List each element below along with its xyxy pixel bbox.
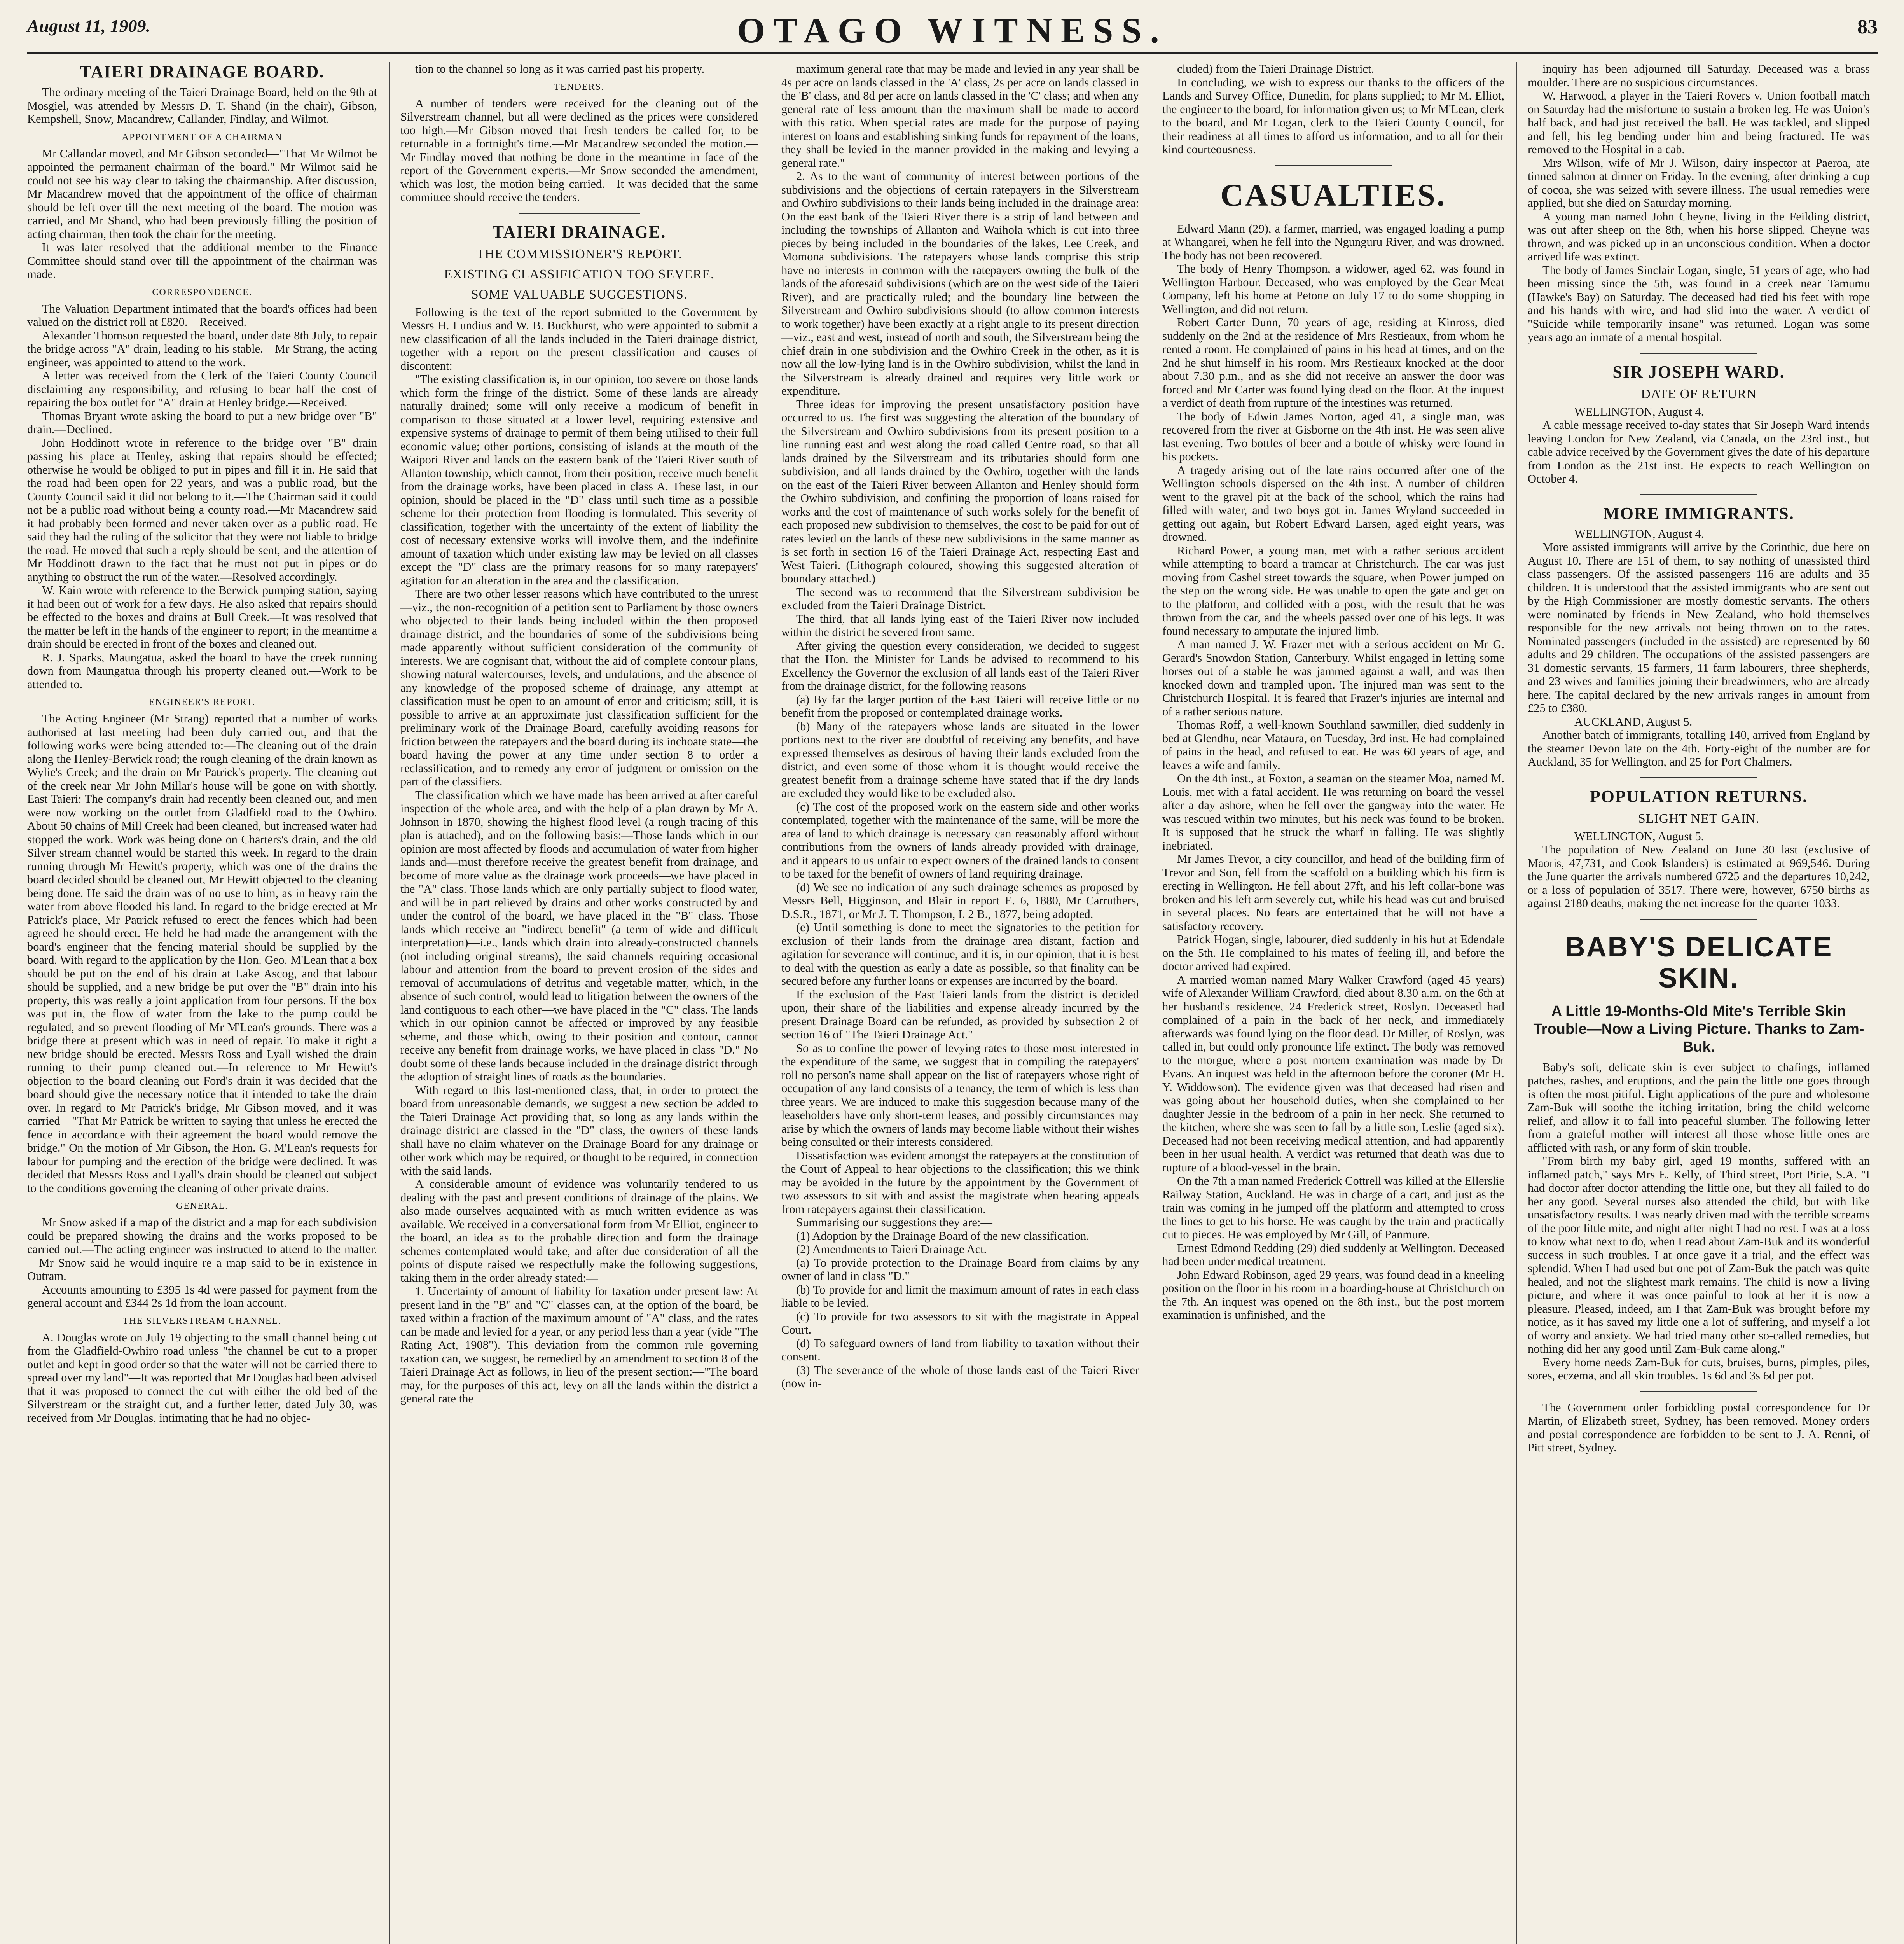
article-paragraph: tion to the channel so long as it was carried past his property. xyxy=(415,62,705,75)
article-paragraph: (1) Adoption by the Drainage Board of the new classification. xyxy=(796,1229,1089,1243)
article-paragraph: (b) To provide for and limit the maximum amount of rates in each class liable to be levied. xyxy=(781,1283,1139,1309)
dateline: WELLINGTON, August 4. xyxy=(1574,527,1704,540)
article-paragraph: (e) Until something is done to meet the signatories to the petition for exclusion of their lands from the drainage area distant, faction and agitation for severance will continue, and it is, in our opinion, that it is best to deal with the question as early a date as possible, so that finality can be secured before any further loans or expenses are incurred by the board. xyxy=(781,921,1139,988)
article-paragraph: The classification which we have made has been arrived at after careful inspection of the whole area, and with the help of a plan drawn by Mr A. Johnson in 1870, showing the highest flood level (a rough tracing of this plan is attached), and on the following basis:—Those lands which in our opinion are most affected by floods and accumulation of water from higher lands and—must therefore receive the greatest benefit from drainage, and become of more value as the drainage work proceeds—we have placed in the "A" class. Those lands which are only partially subject to flood water, and will be in part relieved by drains and other works constructed by and under the control of the board, we have placed in the "B" class. Those lands which receive an "indirect benefit" (a term of wide and difficult interpretation)—i.e., lands which drain into already-constructed channels (not including original streams), the said channels requiring occasional labour and attention from the board to prevent erosion of the sides and removal of accumulations of detritus and vegetable matter, which, in the absence of such control, would lead to litigation between the owners of the land contiguous to each other—we have placed in the "C" class. The lands which in our opinion cannot be affected or improved by any feasible scheme, and those which, owing to their position and contour, cannot receive any benefit from drainage works, we have placed in class "D." No doubt some of these lands because included in the drainage district through the adoption of straight lines of roads as the boundaries. xyxy=(400,788,758,1083)
article-paragraph: Richard Power, a young man, met with a rather serious accident while attempting to board a tramcar at Christchurch. The car was just moving from Cashel street towards the square, when Power jumped on the step on the wrong side. He was unable to open the gate and get on to the platform, and collided with a post, with the result that he was thrown from the car, and the wheels passed over one of his legs. It was found necessary to amputate the injured limb. xyxy=(1162,544,1504,638)
article-paragraph: W. Kain wrote with reference to the Berwick pumping station, saying it had been out of work for a few days. He also asked that repairs should be effected to the boxes and drains at Bull Creek.—It was resolved that the matter be left in the hands of the engineer to report; in the meantime a drain should be erected in front of the boxes and cleaned out. xyxy=(27,584,377,650)
publication-title: OTAGO WITNESS. xyxy=(737,10,1168,50)
article-paragraph: The ordinary meeting of the Taieri Drainage Board, held on the 9th at Mosgiel, was attended by Messrs D. T. Shand (in the chair), Gibson, Kempshell, Snow, Macandrew, Callander, Findlay, and Wilmot. xyxy=(27,86,377,126)
article-subtitle: EXISTING CLASSIFICATION TOO SEVERE. xyxy=(444,267,714,281)
article-paragraph: John Edward Robinson, aged 29 years, was found dead in a kneeling position on the floor in his room in a boarding-house at Christchurch on the 7th. An inquest was opened on the 8th inst., but the post mortem examination is unfinished, and the xyxy=(1162,1268,1504,1322)
article-paragraph: cluded) from the Taieri Drainage District. xyxy=(1177,62,1375,75)
article-paragraph: On the 7th a man named Frederick Cottrell was killed at the Ellerslie Railway Station, Auckland. He was in charge of a cart, and just as the train was coming in he jumped off the platform and attempted to cross the lines to get to his horse. He was caught by the train and practically cut to pieces. He was employed by Mr Gill, of Panmure. xyxy=(1162,1174,1504,1241)
article-paragraph: Three ideas for improving the present unsatisfactory position have occurred to us. The first was suggesting the alteration of the boundary of the Silverstream and Owhiro subdivisions from its present position to a line running east and west along the road called Centre road, so that all lands drained by the Silverstream and its tributaries should form one subdivision, and all lands drained by the Owhiro, together with the lands on the east of the Taieri River between Allanton and Henley should form the Owhiro subdivision, and confining the proportion of loans raised for works and the cost of maintenance of such works solely for the benefit of each proposed new subdivision to themselves, the cost to be paid for out of rates levied on the lands of these new subdivisions in the same manner as is set forth in section 16 of the Taieri Drainage Act, respecting East and West Taieri. (Lithograph coloured, showing this suggested alteration of boundary attached.) xyxy=(781,397,1139,585)
article-subtitle: SLIGHT NET GAIN. xyxy=(1638,811,1760,826)
article-paragraph: The second was to recommend that the Silverstream subdivision be excluded from the Taieri Drainage District. xyxy=(781,585,1139,612)
section-subhead: GENERAL. xyxy=(176,1201,228,1211)
article-subtitle: SOME VALUABLE SUGGESTIONS. xyxy=(471,287,688,302)
article-paragraph: A cable message received to-day states that Sir Joseph Ward intends leaving London for New Zealand, via Canada, on the 23rd inst., but cable advice received by the Government gives the date of his departure from London as the 21st inst. He expects to reach Wellington on October 4. xyxy=(1528,418,1870,485)
article-paragraph: The population of New Zealand on June 30 last (exclusive of Maoris, 47,731, and Cook Islanders) is estimated at 969,546. During the June quarter the arrivals numbered 6725 and the departures 10,242, or a loss of population of 3517. There were, however, 6750 births as against 2180 deaths, making the net increase for the quarter 1033. xyxy=(1528,843,1870,910)
article-title: SIR JOSEPH WARD. xyxy=(1612,362,1785,381)
article-paragraph: Patrick Hogan, single, labourer, died suddenly in his hut at Edendale on the 5th. He complained to his mates of feeling ill, and before the doctor arrived had expired. xyxy=(1162,933,1504,973)
article-paragraph: It was later resolved that the additional member to the Finance Committee should stand over till the appointment of the chairman was made. xyxy=(27,241,377,281)
article-paragraph: If the exclusion of the East Taieri lands from the district is decided upon, their share of the liabilities and expense already incurred by the present Drainage Board can be refunded, as provided by subsection 2 of section 16 of "The Taieri Drainage Act." xyxy=(781,988,1139,1041)
article-paragraph: The Acting Engineer (Mr Strang) reported that a number of works authorised at last meeting had been duly carried out, and that the following works were being attended to:—The cleaning out of the drain along the Henley-Berwick road; the rough cleaning of the drain known as Wylie's Creek; and the drain on Mr Patrick's property. The cleaning out of the creek near Mr John Millar's house will be gone on with shortly. East Taieri: The company's drain had recently been cleaned out, and men were now working on the outlet from Gladfield road to the Owhiro. About 50 chains of Mill Creek had been cleaned, but increased water had stopped the work. Work was being done on Charters's drain, and the old Silver stream channel would be started this week. In regard to the drain running through Mr Hewitt's property, which was one of the drains the board decided should be cleaned out, Mr Hewitt objected to the cleaning being done. He said the drain was of no use to him, as in heavy rain the water from above flooded his land. In regard to the bridge erected at Mr Patrick's place, Mr Patrick refused to erect the fences which had been agreed he should erect. He held he had made the arrangement with the board's engineer that the fencing material should be supplied by the board. With regard to the application by the Hon. Geo. M'Lean that a box should be put on the end of his drain at Lake Ascog, and that labour should be supplied, and a new bridge be put over the "B" drain into his property, this was really a joint application from four persons. If the box was put in, the flow of water from the lake to the pump could be regulated, and so prevent flooding of Mr M'Lean's grounds. There was a bridge there at present which was in need of repair. To make it right a new bridge should be erected. Messrs Ross and Lyall wished the drain running to their pump cleaned out.—In reference to Mr Hewitt's objection to the board cleaning out Ford's drain it was decided that the board should give the necessary notice that it intended to take the drain over. In regard to Mr Patrick's bridge, Mr Gibson moved, and it was carried—"That Mr Patrick be written to saying that unless he erected the fence in accordance with their agreement the board would remove the bridge." On the motion of Mr Gibson, the Hon. G. M'Lean's requests for labour for pumping and the erection of the bridge were declined. It was decided that Messrs Ross and Lyall's drain should be cleaned out subject to the conditions governing the cleaning of other private drains. xyxy=(27,712,377,1195)
section-subhead: ENGINEER'S REPORT. xyxy=(148,697,256,707)
article-paragraph: The body of James Sinclair Logan, single, 51 years of age, who had been missing since the 5th, was found in a creek near Tamumu (Hawke's Bay) on Saturday. The deceased had tied his feet with rope and his hands with wire, and had slid into the water. A verdict of "Suicide while temporarily insane" was returned. Logan was some years ago an inmate of a mental hospital. xyxy=(1528,263,1870,344)
article-subtitle: DATE OF RETURN xyxy=(1641,386,1757,401)
article-paragraph: There are two other lesser reasons which have contributed to the unrest—viz., the non-recognition of a petition sent to Parliament by those owners who objected to their lands being included within the then proposed drainage district, and the boundaries of some of the subdivisions being made apparently without sufficient consideration of the community of interests. We are cognisant that, without the aid of complete contour plans, showing natural watercourses, levels, and undulations, and the absence of any knowledge of the proposed scheme of drainage, any attempt at classification must be open to an amount of error and criticism; still, it is possible to arrive at an approximate just classification sufficient for the preliminary work of the Drainage Board, carefully avoiding reasons for friction between the ratepayers and the board during its inchoate state—the board having the power at any time under section 8 to order a reclassification, and to remedy any error of judgment or omission on the part of the classifiers. xyxy=(400,587,758,788)
article-paragraph: (d) We see no indication of any such drainage schemes as proposed by Messrs Bell, Higginson, and Blair in report E. 6, 1880, Mr Carruthers, D.S.R., 1871, or Mr J. T. Thompson, I. 2 B., 1877, being adopted. xyxy=(781,880,1139,921)
article-paragraph: A tragedy arising out of the late rains occurred after one of the Wellington schools dispersed on the 4th inst. A number of children went to the gravel pit at the back of the school, which the rains had filled with water, and two boys got in. James Wryland succeeded in getting out again, but Robert Edward Larsen, aged eight years, was drowned. xyxy=(1162,463,1504,544)
masthead xyxy=(27,10,1878,54)
article-paragraph: John Hoddinott wrote in reference to the bridge over "B" drain passing his place at Henley, asking that repairs should be effected; otherwise he would be obliged to put in pipes and fill it in. He said that the road had been open for 22 years, and was a public road, but the County Council said it did not belong to it.—The Chairman said it could not be a public road without being a county road.—Mr Macandrew said it had probably been formed and never taken over as a public road. He said they had the ruling of the solicitor that they were not liable to bridge the road. He moved that such a reply should be sent, and the attention of Mr Hoddinott drawn to the fact that he must not put in pipes or do anything to obstruct the run of the water.—Resolved accordingly. xyxy=(27,436,377,584)
advert-title: BABY'S DELICATE SKIN. xyxy=(1565,931,1833,994)
article-paragraph: Robert Carter Dunn, 70 years of age, residing at Kinross, died suddenly on the 2nd at the residence of Mrs Restieaux, from whom he rented a room. He complained of pains in his head at times, and on the 2nd he shut himself in his room. Mrs Restieaux knocked at the door about 7.30 p.m., and as she did not receive an answer the door was forced and Mr Carter was found lying dead on the floor. At the inquest a verdict of death from rupture of the intestines was returned. xyxy=(1162,316,1504,409)
article-paragraph: With regard to this last-mentioned class, that, in order to protect the board from unreasonable demands, we suggest a new section be added to the Taieri Drainage Act providing that, so long as any lands within the drainage district are classed in the "D" class, the owners of these lands shall have no claim whatever on the Drainage Board for any drainage or other work which may be required, or thought to be required, in connection with the said lands. xyxy=(400,1083,758,1177)
divider xyxy=(1640,777,1757,778)
article-paragraph: The body of Edwin James Norton, aged 41, a single man, was recovered from the river at Gisborne on the 4th inst. He was seen alive last evening. Two bottles of beer and a bottle of whisky were found in his pockets. xyxy=(1162,409,1504,463)
dateline: WELLINGTON, August 4. xyxy=(1574,405,1704,418)
article-paragraph: (3) The severance of the whole of those lands east of the Taieri River (now in- xyxy=(781,1363,1139,1390)
article-paragraph: (b) Many of the ratepayers whose lands are situated in the lower portions next to the river are doubtful of receiving any benefits, and have expressed themselves as desirous of having their lands excluded from the district, and even some of those whom it is thought would receive the greatest benefit from a drainage scheme have stated that if the dry lands are excluded they would like to be excluded also. xyxy=(781,719,1139,800)
article-paragraph: (2) Amendments to Taieri Drainage Act. xyxy=(796,1243,987,1256)
divider xyxy=(1640,353,1757,354)
divider xyxy=(1640,1391,1757,1392)
column-4 xyxy=(1162,62,1504,1944)
article-paragraph: Thomas Roff, a well-known Southland sawmiller, died suddenly in bed at Glendhu, near Mataura, on Tuesday, 3rd inst. He had complained of pains in the head, and refused to eat. He was 60 years of age, and leaves a wife and family. xyxy=(1162,718,1504,772)
article-paragraph: inquiry has been adjourned till Saturday. Deceased was a brass moulder. There are no suspicious circumstances. xyxy=(1528,62,1870,89)
article-paragraph: Following is the text of the report submitted to the Government by Messrs H. Lundius and W. B. Buckhurst, who were appointed to submit a new classification of all the lands included in the Taieri drainage district, together with a report on the present classification and causes of discontent:— xyxy=(400,305,758,372)
article-paragraph: A young man named John Cheyne, living in the Feilding district, was out after sheep on the 8th, when his horse slipped. Cheyne was thrown, and was picked up in an unconscious condition. When a doctor arrived life was extinct. xyxy=(1528,210,1870,263)
article-title: TAIERI DRAINAGE. xyxy=(492,222,666,241)
section-subhead: CORRESPONDENCE. xyxy=(152,287,252,297)
article-title: CASUALTIES. xyxy=(1220,177,1446,213)
article-paragraph: Alexander Thomson requested the board, under date 8th July, to repair the bridge across "A" drain, leading to his stable.—Mr Strang, the acting engineer, was appointed to attend to the work. xyxy=(27,329,377,369)
article-paragraph: 2. As to the want of community of interest between portions of the subdivisions and the objections of certain ratepayers in the Silverstream and Owhiro subdivisions to their lands being included in the drainage area: On the east bank of the Taieri River there is a strip of land between and including the townships of Allanton and Waihola which is cut into three pieces by being included in the boundaries of the lakes, Lee Creek, and Momona subdivisions. The ratepayers whose lands comprise this strip have no interests in common with the ratepayers owning the bulk of the lands of the aforesaid subdivisions (which are on the west side of the Taieri River), and are practically ruled; and the boundary line between the Silverstream and Owhiro subdivisions should (to allow common interests to work together) have been exactly at a right angle to its present direction—viz., east and west, instead of north and south, the Silverstream being the chief drain in one subdivision and the Owhiro Creek in the other, as it is now all the low-lying land is in the Owhiro subdivision, whilst the land in the Silverstream is already drained and requires very little work or expenditure. xyxy=(781,170,1139,397)
divider xyxy=(1275,165,1391,166)
divider xyxy=(1640,494,1757,495)
article-paragraph: Mr Snow asked if a map of the district and a map for each subdivision could be prepared showing the drains and the works proposed to be carried out.—The acting engineer was instructed to attend to the matter.—Mr Snow said he would inquire re a map said to be in existence in Outram. xyxy=(27,1216,377,1283)
issue-date: August 11, 1909. xyxy=(27,16,150,36)
article-paragraph: (a) To provide protection to the Drainage Board from claims by any owner of land in class "D." xyxy=(781,1256,1139,1283)
article-paragraph: Accounts amounting to £395 1s 4d were passed for payment from the general account and £344 2s 1d from the loan account. xyxy=(27,1283,377,1309)
article-title: MORE IMMIGRANTS. xyxy=(1603,503,1794,523)
column-rule xyxy=(1516,62,1517,1944)
article-paragraph: Mrs Wilson, wife of Mr J. Wilson, dairy inspector at Paeroa, ate tinned salmon at dinner on Friday. In the evening, after drinking a cup of cocoa, she was seized with severe illness. The usual remedies were applied, but she died on Saturday morning. xyxy=(1528,156,1870,210)
article-paragraph: The Government order forbidding postal correspondence for Dr Martin, of Elizabeth street, Sydney, has been removed. Money orders and postal correspondence are forbidden to be sent to J. A. Renni, of Pitt street, Sydney. xyxy=(1528,1400,1870,1454)
article-paragraph: On the 4th inst., at Foxton, a seaman on the steamer Moa, named M. Louis, met with a fatal accident. He was returning on board the vessel after a day ashore, when he fell over the gangway into the water. He was rescued within two minutes, but his neck was found to be broken. It is supposed that he struck the wharf in falling. He was slightly inebriated. xyxy=(1162,772,1504,852)
column-5 xyxy=(1528,62,1870,1944)
article-paragraph: A. Douglas wrote on July 19 objecting to the small channel being cut from the Gladfield-Owhiro road unless "the channel be cut to a proper outlet and kept in good order so that the water will not be carried there to spread over my land"—It was reported that Mr Douglas had been advised that it was proposed to connect the cut with either the old bed of the Silverstream or the straight cut, and a further letter, dated July 30, was received from Mr Douglas, intimating that he had no objec- xyxy=(27,1330,377,1425)
article-paragraph: So as to confine the power of levying rates to those most interested in the expenditure of the same, we suggest that in compiling the ratepayers' roll no person's name shall appear on the list of ratepayers whose right of occupation of any land consists of a tenancy, the term of which is less than three years. We are induced to make this suggestion because many of the leaseholders have only short-term leases, and possibly circumstances may arise by which the owners of lands may become liable without their wishes being consulted or their interests considered. xyxy=(781,1041,1139,1149)
article-paragraph: More assisted immigrants will arrive by the Corinthic, due here on August 10. There are 151 of them, to say nothing of unassisted third class passengers. Of the assisted passengers 116 are adults and 35 children. It is understood that the assisted immigrants who are sent out by the High Commissioner are mostly domestic servants. The others were nominated by friends in New Zealand, who hold themselves responsible for the new arrivals not being thrown on to the rates. Nominated passengers (included in the assisted) are represented by 60 adults and 29 children. The occupations of the assisted passengers are 31 domestic servants, 15 farmers, 11 farm labourers, three shepherds, and 23 wives and families joining their breadwinners, who are already here. The capital declared by the new arrivals ranges in amount from £25 to £380. xyxy=(1528,540,1870,715)
article-paragraph: Ernest Edmond Redding (29) died suddenly at Wellington. Deceased had been under medical treatment. xyxy=(1162,1241,1504,1268)
article-paragraph: A considerable amount of evidence was voluntarily tendered to us dealing with the past and present conditions of drainage of the plains. We also made ourselves acquainted with as much written evidence as was available. We received in a conversational form from Mr Elliot, engineer to the board, an idea as to the probable direction and form the drainage schemes contemplated would take, and after due consideration of all the points of dispute raised we respectfully make the following suggestions, taking them in the order already stated:— xyxy=(400,1177,758,1285)
page-number: 83 xyxy=(1857,16,1878,38)
article-paragraph: 1. Uncertainty of amount of liability for taxation under present law: At present land in the "B" and "C" classes can, at the option of the board, be taxed within a fraction of the maximum amount of "A" class, and the rates can be made and levied for a year, or any period less than a year (vide "The Rating Act, 1908"). This deviation from the common rule governing taxation can, we suggest, be remedied by an amendment to section 8 of the Taieri Drainage Act as follows, in lieu of the present section:—"The board may, for the purposes of this act, levy on all the lands within the district a general rate the xyxy=(400,1285,758,1405)
section-subhead: TENDERS. xyxy=(554,82,604,92)
dateline: WELLINGTON, August 5. xyxy=(1574,829,1704,843)
article-paragraph: A married woman named Mary Walker Crawford (aged 45 years) wife of Alexander William Crawford, died about 8.30 a.m. on the 6th at her husband's residence, 24 Frederick street, Roslyn. Deceased had complained of a pain in the back of her neck, and immediately afterwards was found lying on the floor dead. Dr Miller, of Roslyn, was called in, but could only pronounce life extinct. The body was removed to the morgue, where a post mortem examination was made by Dr Evans. An inquest was held in the afternoon before the coroner (Mr H. Y. Widdowson). The evidence given was that deceased had risen and was going about her household duties, when she complained to her daughter Jessie in the bedroom of a pain in her neck. She returned to the kitchen, where she was seen to fall by a little son, Leslie (aged six). Deceased had not been receiving medical attention, and had apparently been in her usual health. A verdict was returned that death was due to rupture of a blood-vessel in the brain. xyxy=(1162,973,1504,1174)
article-subtitle: THE COMMISSIONER'S REPORT. xyxy=(476,246,682,261)
article-paragraph: (a) By far the larger portion of the East Taieri will receive little or no benefit from the proposed or contemplated drainage works. xyxy=(781,692,1139,719)
section-subhead: THE SILVERSTREAM CHANNEL. xyxy=(122,1316,282,1326)
article-paragraph: The third, that all lands lying east of the Taieri River now included within the district be severed from same. xyxy=(781,612,1139,639)
article-paragraph: A number of tenders were received for the cleaning out of the Silverstream channel, but all were declined as the prices were considered too high.—Mr Gibson moved that fresh tenders be called for, to be returnable in a fortnight's time.—Mr Macandrew seconded the motion.—Mr Findlay moved that nothing be done in the meantime in face of the report of the Government experts.—Mr Snow seconded the amendment, which was lost, the motion being carried.—It was decided that the same committee should receive the tenders. xyxy=(400,96,758,204)
column-2 xyxy=(400,62,758,1944)
article-paragraph: Another batch of immigrants, totalling 140, arrived from England by the steamer Devon late on the 4th. Forty-eight of the number are for Auckland, 35 for Wellington, and 25 for Port Chalmers. xyxy=(1528,728,1870,768)
article-paragraph: Edward Mann (29), a farmer, married, was engaged loading a pump at Whangarei, when he fell into the Ngunguru River, and was drowned. The body has not been recovered. xyxy=(1162,222,1504,262)
advert-subtitle: A Little 19-Months-Old Mite's Terrible Skin Trouble—Now a Living Picture. Thanks to Zam-Buk. xyxy=(1533,1003,1864,1055)
article-paragraph: (c) The cost of the proposed work on the eastern side and other works contemplated, together with the maintenance of the same, will be more the area of land to which drainage is necessary can reasonably afford without contributions from the owners of lands already provided with drainage, and it appears to us unfair to expect owners of the drained lands to consent to be taxed for the benefit of owners of land requiring drainage. xyxy=(781,800,1139,880)
article-paragraph: (c) To provide for two assessors to sit with the magistrate in Appeal Court. xyxy=(781,1309,1139,1336)
article-paragraph: W. Harwood, a player in the Taieri Rovers v. Union football match on Saturday had the misfortune to sustain a broken leg. He was Union's half back, and had just received the ball. He was tackled, and slipped and fell, his leg bending under him and being fractured. He was removed to the Hospital in a cab. xyxy=(1528,89,1870,156)
column-3 xyxy=(781,62,1139,1944)
article-paragraph: maximum general rate that may be made and levied in any year shall be 4s per acre on lands classed in the 'A' class, 2s per acre on lands classed in the 'B' class, and 8d per acre on lands classed in the 'C' class; and when any general rate of less amount than the maximum shall be made to accord with this ratio. When special rates are made for the purpose of paying interest on loans and establishing sinking funds for repayment of the loans, they shall be levied in the manner provided in the making and levying a general rate." xyxy=(781,62,1139,170)
article-paragraph: Summarising our suggestions they are:— xyxy=(796,1216,992,1229)
article-paragraph: R. J. Sparks, Maungatua, asked the board to have the creek running down from Maungatua through his property cleaned out.—Work to be attended to. xyxy=(27,650,377,691)
article-paragraph: The Valuation Department intimated that the board's offices had been valued on the district roll at £820.—Received. xyxy=(27,302,377,329)
column-1 xyxy=(27,62,377,1944)
section-subhead: APPOINTMENT OF A CHAIRMAN xyxy=(122,132,283,142)
article-paragraph: Mr Callandar moved, and Mr Gibson seconded—"That Mr Wilmot be appointed the permanent chairman of the board." Mr Wilmot said he could not see his way clear to taking the chairmanship. After discussion, Mr Macandrew moved that the appointment of the office of chairman should be left over till the next meeting of the board. The motion was carried, and Mr Shand, who had been previously filling the position of acting chairman, then took the chair for the meeting. xyxy=(27,147,377,241)
article-paragraph: "The existing classification is, in our opinion, too severe on those lands which form the fringe of the district. Some of these lands are already naturally drained; some will only receive a modicum of benefit in comparison to those situated at a lower level, requiring extensive and expensive systems of drainage to permit of them being utilised to their full economic value; other portions, consisting of islands at the mouth of the Waipori River and lands on the eastern bank of the Taieri River south of Allanton township, which cannot, from their position, receive much benefit from the drainage works, have been placed in class A. These last, in our opinion, should be placed in the "D" class until such time as a possible scheme for their protection from flooding is formulated. This severity of classification, together with the uncertainty of the extent of liability the cost of necessary extensive works will involve them, and the indefinite amount of taxation which under existing law may be levied on all classes except the "D" class are the primary reasons for so many ratepayers' agitation for an alteration in the area and the classification. xyxy=(400,372,758,587)
article-title: TAIERI DRAINAGE BOARD. xyxy=(80,62,325,81)
article-paragraph: A letter was received from the Clerk of the Taieri County Council disclaiming any responsibility, and refusing to bear half the cost of repairing the box outlet for "A" drain at Henley bridge.—Received. xyxy=(27,369,377,409)
divider xyxy=(519,213,640,214)
divider xyxy=(1640,919,1757,920)
article-paragraph: (d) To safeguard owners of land from liability to taxation without their consent. xyxy=(781,1336,1139,1363)
dateline: AUCKLAND, August 5. xyxy=(1574,715,1693,728)
article-paragraph: The body of Henry Thompson, a widower, aged 62, was found in Wellington Harbour. Deceased, who was employed by the Gear Meat Company, left his home at Petone on July 17 to do some shopping in Wellington, and did not return. xyxy=(1162,262,1504,316)
article-paragraph: In concluding, we wish to express our thanks to the officers of the Lands and Survey Office, Dunedin, for plans supplied; to Mr M. Elliot, the engineer to the board, for information given us; to Mr M'Lean, clerk to the board, and Mr Logan, clerk to the Taieri County Council, for their readiness at all times to afford us information, and to all for their kind courteousness. xyxy=(1162,75,1504,156)
article-title: POPULATION RETURNS. xyxy=(1590,787,1808,806)
article-paragraph: After giving the question every consideration, we decided to suggest that the Hon. the Minister for Lands be advised to recommend to his Excellency the Governor the exclusion of all lands east of the Taieri River from the drainage district, for the following reasons— xyxy=(781,639,1139,692)
article-paragraph: Dissatisfaction was evident amongst the ratepayers at the constitution of the Court of Appeal to hear objections to the classification; this we think may be avoided in the future by the appointment by the Government of two assessors to sit with and assist the magistrate when hearing appeals from ratepayers against their classification. xyxy=(781,1149,1139,1216)
article-paragraph: A man named J. W. Frazer met with a serious accident on Mr G. Gerard's Snowdon Station, Canterbury. Whilst engaged in letting some horses out of a stable he was jammed against a wall, and was then knocked down and trampled upon. The injured man was sent to the Christchurch Hospital. It is feared that Frazer's injuries are internal and of a rather serious nature. xyxy=(1162,638,1504,718)
advert-paragraph: Baby's soft, delicate skin is ever subject to chafings, inflamed patches, rashes, and eruptions, and the pain the little one goes through is often the most pitiful. Light applications of the pure and wholesome Zam-Buk will soothe the itching irritation, bring the child welcome relief, and allow it to fall into peaceful slumber. The following letter from a grateful mother will interest all those whose little ones are afflicted with rash, or any form of skin trouble. xyxy=(1528,1060,1870,1154)
column-rule xyxy=(389,62,390,1944)
article-paragraph: Thomas Bryant wrote asking the board to put a new bridge over "B" drain.—Declined. xyxy=(27,409,377,436)
advert-paragraph: Every home needs Zam-Buk for cuts, bruises, burns, pimples, piles, sores, eczema, and all skin troubles. 1s 6d and 3s 6d per pot. xyxy=(1528,1355,1870,1382)
advert-paragraph: "From birth my baby girl, aged 19 months, suffered with an inflamed patch," says Mrs E. Kelly, of Third street, Port Pirie, S.A. "I had doctor after doctor attending the little one, but they all failed to do her any good. Several nurses also attended the child, but with like unsatisfactory results. I was nearly driven mad with the terrible screams of the poor little mite, and night after night I had no rest. I was at a loss to know what next to do, when I read about Zam-Buk and its wonderful success in such troubles. I at once gave it a trial, and the effect was splendid. When I had used but one pot of Zam-Buk the patch was quite healed, and not the slightest mark remains. The child is now a living picture, and where it was once painful to look at her it is now a pleasure. Pleased, indeed, am I that Zam-Buk was brought before my notice, as it has saved my little one a lot of suffering, and myself a lot of worry and anxiety. We had tried many other so-called remedies, but nothing did her any good until Zam-Buk came along." xyxy=(1528,1154,1870,1355)
article-paragraph: Mr James Trevor, a city councillor, and head of the building firm of Trevor and Son, fell from the scaffold on a building which his firm is erecting in Wellington. He fell about 27ft, and his left collar-bone was broken and his left arm severely cut, while his head was cut and bruised in several places. No fears are entertained that he will not have a satisfactory recovery. xyxy=(1162,852,1504,933)
